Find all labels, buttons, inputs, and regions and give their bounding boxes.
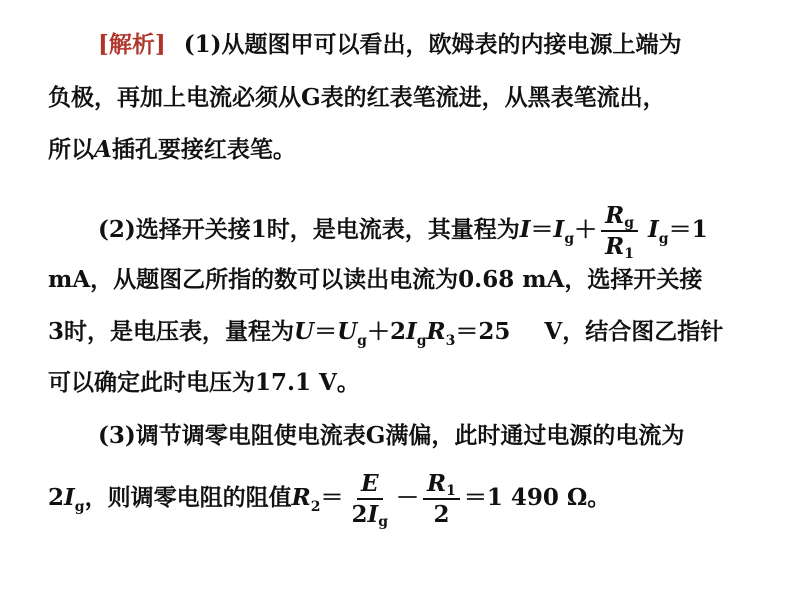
sub-g: g [416,333,427,349]
p2-line-3 [48,317,723,350]
plus-sign: ＋ [574,216,598,243]
sub-g: g [564,231,575,247]
p2-line-2 [48,265,702,295]
analysis-tag: [解析] [98,31,166,58]
var-Ig: I [367,501,379,528]
coef-2: 2 [48,484,65,511]
var-Ig: I [405,318,417,345]
var-Ig: I [648,216,659,243]
p3-line-1 [98,421,684,451]
sub-g: g [658,231,669,247]
plus-two: ＋2 [366,318,406,345]
denominator-2: 2 [433,501,450,528]
fraction-R1-2 [423,472,460,526]
sub-3: 3 [445,333,456,349]
sub-g: g [378,514,389,530]
var-A: A [94,136,112,163]
equals-sign: ＝ [314,318,338,345]
sub-g: g [624,215,635,231]
sub-g: g [357,333,367,349]
p2-line-1-post: ＝1 [668,216,708,243]
p1-line-3 [48,135,296,165]
p1-line-3-post: 插孔要接红表笔。 [111,136,296,163]
sub-1: 1 [446,483,456,499]
result-value: ＝1 490 Ω。 [463,484,611,511]
fraction-denominator [347,500,392,530]
p2-line-2-text: mA，从题图乙所指的数可以读出电流为0.68 mA，选择开关接 [48,266,703,293]
equals-sign: ＝ [320,484,344,511]
sub-2: 2 [310,499,321,515]
equals-sign: ＝ [530,216,554,243]
fraction-numerator [357,472,383,500]
var-Ug: U [337,318,358,345]
var-Rg: R [605,202,625,229]
p2-line-1 [98,200,708,260]
var-Ig: I [553,216,565,243]
minus-sign: － [396,484,420,511]
var-I: I [519,216,531,243]
p1-line-1-text: (1)从题图甲可以看出，欧姆表的内接电源上端为 [183,31,682,58]
fraction-E-2Ig [347,470,392,530]
p3-line-2-mid: ，则调零电阻的阻值 [84,484,292,511]
p2-line-3-eq: ＝25 [455,318,511,345]
var-Ig: I [64,484,75,511]
fraction-numerator [601,204,638,232]
sub-1: 1 [624,246,634,262]
p3-line-1-text: (3)调节调零电阻使电流表G满偏，此时通过电源的电流为 [98,422,685,449]
p2-line-3-post: V，结合图乙指针 [544,318,724,345]
p1-line-2 [48,83,666,113]
p2-line-4-text: 可以确定此时电压为17.1 V。 [48,369,360,396]
p1-line-1 [98,30,682,60]
sub-g: g [74,499,85,515]
p1-line-3-pre: 所以 [48,136,94,163]
fraction-denominator [429,500,453,526]
p2-line-4 [48,368,360,398]
fraction-denominator [601,232,638,262]
fraction-numerator [423,472,460,500]
p2-line-3-pre: 3时，是电压表，量程为 [48,318,295,345]
p3-line-2 [48,465,610,531]
p2-line-1-pre: (2)选择开关接1时，是电流表，其量程为 [98,216,520,243]
var-R3: R [426,318,446,345]
p1-line-2-text: 负极，再加上电流必须从G表的红表笔流进，从黑表笔流出， [48,84,666,111]
var-E: E [360,470,379,497]
var-R1: R [427,470,447,497]
var-U: U [294,318,315,345]
var-R2: R [291,484,311,511]
coef-2: 2 [351,501,368,528]
fraction-Rg-R1 [601,202,638,262]
var-R1: R [605,233,625,260]
